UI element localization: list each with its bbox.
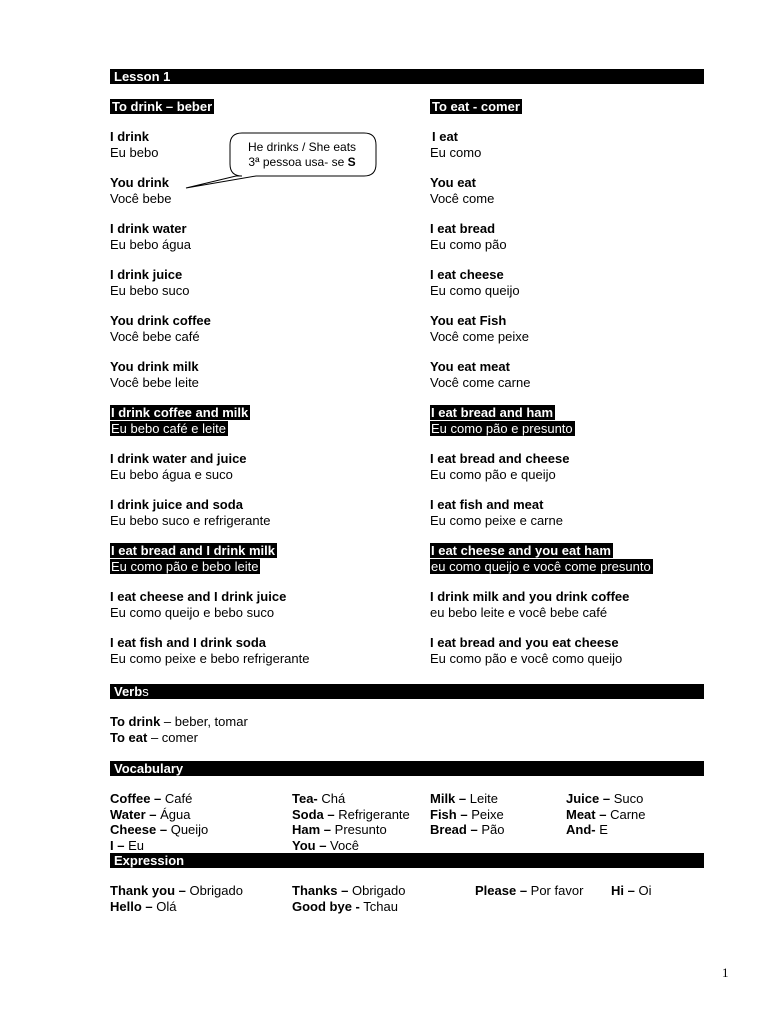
- portuguese-phrase: [430, 559, 730, 575]
- english-phrase-text: I eat bread and you eat cheese: [430, 635, 619, 650]
- english-phrase: [430, 175, 730, 191]
- vocabulary-term: Juice –: [566, 791, 611, 806]
- eat-phrase-pair: [430, 589, 730, 635]
- bubble-line-2-text: 3ª pessoa usa- se: [248, 155, 348, 169]
- drink-column: [110, 129, 410, 681]
- expression-term: Thank you –: [110, 883, 186, 898]
- vocabulary-definition: Café: [161, 791, 193, 806]
- vocabulary-definition: E: [595, 822, 608, 837]
- portuguese-phrase-text: Eu como pão e presunto: [431, 421, 573, 436]
- portuguese-phrase-text: Eu como pão: [430, 237, 507, 252]
- portuguese-phrase: [430, 605, 730, 621]
- english-phrase-text: I eat cheese: [430, 267, 504, 282]
- english-phrase: [110, 543, 410, 559]
- english-phrase-text: You eat meat: [430, 359, 510, 374]
- vocabulary-item: [292, 838, 359, 854]
- portuguese-phrase: [430, 329, 730, 345]
- eat-phrase-pair: [430, 313, 730, 359]
- portuguese-phrase-text: eu bebo leite e você bebe café: [430, 605, 608, 620]
- vocabulary-item: [110, 791, 192, 807]
- verb-entry: [110, 714, 248, 730]
- portuguese-phrase-text: Eu bebo suco e refrigerante: [110, 513, 271, 528]
- english-phrase-text: I drink coffee and milk: [111, 405, 249, 420]
- portuguese-phrase-text: Você bebe: [110, 191, 172, 206]
- expression-term: Good bye -: [292, 899, 360, 914]
- expression-item: [611, 883, 651, 899]
- vocabulary-term: Tea-: [292, 791, 318, 806]
- vocabulary-definition: Eu: [124, 837, 144, 853]
- english-phrase: [430, 405, 730, 421]
- english-phrase: [430, 129, 730, 145]
- page-number: 1: [722, 965, 729, 980]
- verbs-list: [110, 714, 248, 746]
- expression-definition: Por favor: [527, 883, 584, 898]
- portuguese-phrase: [110, 191, 410, 207]
- english-phrase-text: You drink coffee: [110, 313, 211, 328]
- expression-definition: Obrigado: [185, 883, 243, 898]
- eat-phrase-pair: [430, 359, 730, 405]
- expression-bar: [110, 853, 704, 868]
- portuguese-phrase-text: Eu bebo água: [110, 237, 191, 252]
- english-phrase-text: You drink milk: [110, 359, 199, 374]
- drink-header-text: To drink – beber: [112, 99, 213, 114]
- english-phrase-text: You drink: [110, 175, 169, 190]
- english-phrase-text: I eat fish and I drink soda: [110, 635, 267, 650]
- drink-phrase-pair: [110, 221, 410, 267]
- english-phrase-text: I drink milk and you drink coffee: [430, 589, 630, 604]
- eat-phrase-pair: [430, 497, 730, 543]
- vocabulary-definition: Pão: [477, 822, 505, 837]
- expression-item: [292, 883, 405, 899]
- eat-phrase-pair: [430, 543, 730, 589]
- vocabulary-term: Cheese –: [110, 822, 168, 837]
- english-phrase-text: I eat: [432, 129, 459, 144]
- eat-column: [430, 129, 730, 681]
- portuguese-phrase-text: Eu como pão e bebo leite: [111, 559, 259, 574]
- english-phrase-text: I eat bread and I drink milk: [111, 543, 275, 558]
- english-phrase: [110, 359, 410, 375]
- portuguese-phrase-text: Você bebe leite: [110, 375, 199, 390]
- verbs-title-suffix: s: [142, 684, 149, 699]
- vocabulary-item: [566, 822, 608, 838]
- bubble-line-1: He drinks / She eats: [247, 140, 357, 154]
- expression-term: Hi –: [611, 883, 635, 898]
- eat-phrase-pair: [430, 267, 730, 313]
- vocabulary-item: [566, 807, 646, 823]
- portuguese-phrase-text: Você bebe café: [110, 329, 200, 344]
- english-phrase: [430, 635, 730, 651]
- portuguese-phrase: [110, 329, 410, 345]
- verbs-bar: [110, 684, 704, 699]
- portuguese-phrase: [110, 467, 410, 483]
- english-phrase-text: You eat: [430, 175, 476, 190]
- portuguese-phrase-text: Você come: [430, 191, 495, 206]
- expression-definition: Obrigado: [348, 883, 406, 898]
- english-phrase: [430, 589, 730, 605]
- english-phrase: [430, 451, 730, 467]
- english-phrase-text: I eat bread and cheese: [430, 451, 570, 466]
- vocabulary-term: Ham –: [292, 822, 332, 837]
- portuguese-phrase: [430, 283, 730, 299]
- english-phrase-text: I drink juice and soda: [110, 497, 243, 512]
- portuguese-phrase-text: Eu bebo: [110, 145, 159, 160]
- verb-term: To drink: [110, 714, 161, 729]
- portuguese-phrase: [430, 237, 730, 253]
- eat-phrase-pair: [430, 221, 730, 267]
- vocabulary-definition: Chá: [317, 791, 346, 806]
- verb-entry: [110, 730, 248, 746]
- drink-phrase-pair: [110, 543, 410, 589]
- eat-phrase-pair: [430, 451, 730, 497]
- vocabulary-term: I –: [110, 837, 125, 853]
- portuguese-phrase-text: Você come carne: [430, 375, 531, 390]
- expression-definition: Tchau: [359, 899, 398, 914]
- bubble-line-2: [236, 155, 368, 170]
- vocabulary-bar: [110, 761, 704, 776]
- expression-term: Hello –: [110, 899, 153, 914]
- drink-phrase-pair: [110, 359, 410, 405]
- drink-phrase-pair: [110, 267, 410, 313]
- expression-title: Expression: [114, 853, 185, 868]
- english-phrase: [110, 589, 410, 605]
- english-phrase: [110, 405, 410, 421]
- english-phrase-text: I drink water: [110, 221, 187, 236]
- portuguese-phrase: [110, 237, 410, 253]
- english-phrase: [430, 497, 730, 513]
- portuguese-phrase: [430, 191, 730, 207]
- vocabulary-item: [292, 822, 387, 838]
- verb-separator: –: [147, 730, 162, 745]
- portuguese-phrase-text: Você come peixe: [430, 329, 530, 344]
- lesson-title-bar: [110, 69, 704, 84]
- bubble-line-2-bold: S: [347, 155, 356, 169]
- english-phrase: [110, 313, 410, 329]
- portuguese-phrase: [430, 375, 730, 391]
- vocabulary-item: [430, 791, 498, 807]
- vocabulary-definition: Você: [326, 837, 359, 853]
- expression-item: [110, 899, 176, 915]
- vocabulary-term: Bread –: [430, 822, 478, 837]
- portuguese-phrase: [110, 559, 410, 575]
- expression-item: [110, 883, 243, 899]
- vocabulary-item: [110, 838, 144, 854]
- vocabulary-definition: Presunto: [331, 822, 387, 837]
- expression-term: Please –: [475, 883, 528, 898]
- expression-term: Thanks –: [292, 883, 349, 898]
- english-phrase: [110, 497, 410, 513]
- english-phrase-text: I eat cheese and I drink juice: [110, 589, 287, 604]
- vocabulary-item: [292, 807, 410, 823]
- vocabulary-definition: Água: [156, 806, 191, 822]
- portuguese-phrase-text: eu como queijo e você come presunto: [431, 559, 651, 574]
- english-phrase: [110, 451, 410, 467]
- eat-phrase-pair: [430, 129, 730, 175]
- vocabulary-term: You –: [292, 837, 327, 853]
- portuguese-phrase-text: Eu bebo café e leite: [111, 421, 226, 436]
- eat-phrase-pair: [430, 405, 730, 451]
- portuguese-phrase: [430, 513, 730, 529]
- vocabulary-term: Soda –: [292, 806, 335, 822]
- english-phrase-text: You eat Fish: [430, 313, 507, 328]
- vocabulary-term: Fish –: [430, 806, 468, 822]
- english-phrase: [430, 313, 730, 329]
- portuguese-phrase: [430, 651, 730, 667]
- portuguese-phrase: [110, 283, 410, 299]
- portuguese-phrase: [430, 421, 730, 437]
- vocabulary-definition: Leite: [466, 791, 498, 806]
- vocabulary-item: [292, 791, 345, 807]
- drink-phrase-pair: [110, 497, 410, 543]
- vocabulary-term: And-: [566, 822, 596, 837]
- drink-phrase-pair: [110, 635, 410, 681]
- vocabulary-definition: Suco: [610, 791, 644, 806]
- verb-definition: comer: [161, 730, 198, 745]
- english-phrase-text: I drink water and juice: [110, 451, 247, 466]
- speech-bubble-text: [236, 140, 368, 170]
- english-phrase-text: I eat fish and meat: [430, 497, 544, 512]
- vocabulary-item: [110, 807, 190, 823]
- english-phrase: [430, 221, 730, 237]
- english-phrase-text: I drink juice: [110, 267, 183, 282]
- portuguese-phrase-text: Eu bebo suco: [110, 283, 190, 298]
- english-phrase-text: I eat bread and ham: [431, 405, 554, 420]
- vocabulary-term: Water –: [110, 806, 157, 822]
- expression-item: [475, 883, 583, 899]
- verb-term: To eat: [110, 730, 148, 745]
- drink-phrase-pair: [110, 405, 410, 451]
- portuguese-phrase: [110, 651, 410, 667]
- english-phrase: [430, 359, 730, 375]
- drink-header: [110, 99, 214, 114]
- vocabulary-definition: Refrigerante: [334, 806, 410, 822]
- eat-phrase-pair: [430, 175, 730, 221]
- portuguese-phrase: [110, 513, 410, 529]
- vocabulary-term: Meat –: [566, 806, 607, 822]
- vocabulary-item: [110, 822, 208, 838]
- expression-definition: Olá: [152, 899, 177, 914]
- english-phrase: [110, 221, 410, 237]
- portuguese-phrase-text: Eu como pão e queijo: [430, 467, 556, 482]
- vocabulary-term: Milk –: [430, 791, 467, 806]
- portuguese-phrase: [110, 605, 410, 621]
- verb-definition: beber, tomar: [174, 714, 248, 729]
- eat-header: [430, 99, 522, 114]
- vocabulary-title: Vocabulary: [114, 761, 184, 776]
- eat-phrase-pair: [430, 635, 730, 681]
- english-phrase-text: I drink: [110, 129, 150, 144]
- verb-separator: –: [160, 714, 175, 729]
- english-phrase-text: I eat cheese and you eat ham: [431, 543, 611, 558]
- vocabulary-item: [566, 791, 643, 807]
- portuguese-phrase-text: Eu como peixe e bebo refrigerante: [110, 651, 310, 666]
- portuguese-phrase: [430, 145, 730, 161]
- portuguese-phrase-text: Eu como: [430, 145, 482, 160]
- expression-item: [292, 899, 398, 915]
- portuguese-phrase-text: Eu bebo água e suco: [110, 467, 233, 482]
- portuguese-phrase-text: Eu como pão e você como queijo: [430, 651, 623, 666]
- drink-phrase-pair: [110, 313, 410, 359]
- portuguese-phrase-text: Eu como queijo: [430, 283, 520, 298]
- portuguese-phrase: [110, 375, 410, 391]
- english-phrase: [110, 635, 410, 651]
- drink-phrase-pair: [110, 451, 410, 497]
- english-phrase: [110, 267, 410, 283]
- portuguese-phrase: [430, 467, 730, 483]
- verbs-title: Verb: [114, 684, 143, 699]
- vocabulary-definition: Peixe: [467, 806, 504, 822]
- lesson-title: Lesson 1: [114, 69, 171, 84]
- eat-header-text: To eat - comer: [432, 99, 520, 114]
- vocabulary-definition: Carne: [606, 806, 646, 822]
- drink-phrase-pair: [110, 589, 410, 635]
- english-phrase-text: I eat bread: [430, 221, 496, 236]
- english-phrase: [430, 543, 730, 559]
- portuguese-phrase-text: Eu como peixe e carne: [430, 513, 563, 528]
- portuguese-phrase: [110, 421, 410, 437]
- vocabulary-term: Coffee –: [110, 791, 162, 806]
- vocabulary-definition: Queijo: [167, 822, 209, 837]
- english-phrase: [430, 267, 730, 283]
- expression-definition: Oi: [634, 883, 652, 898]
- vocabulary-item: [430, 807, 504, 823]
- vocabulary-item: [430, 822, 504, 838]
- portuguese-phrase-text: Eu como queijo e bebo suco: [110, 605, 275, 620]
